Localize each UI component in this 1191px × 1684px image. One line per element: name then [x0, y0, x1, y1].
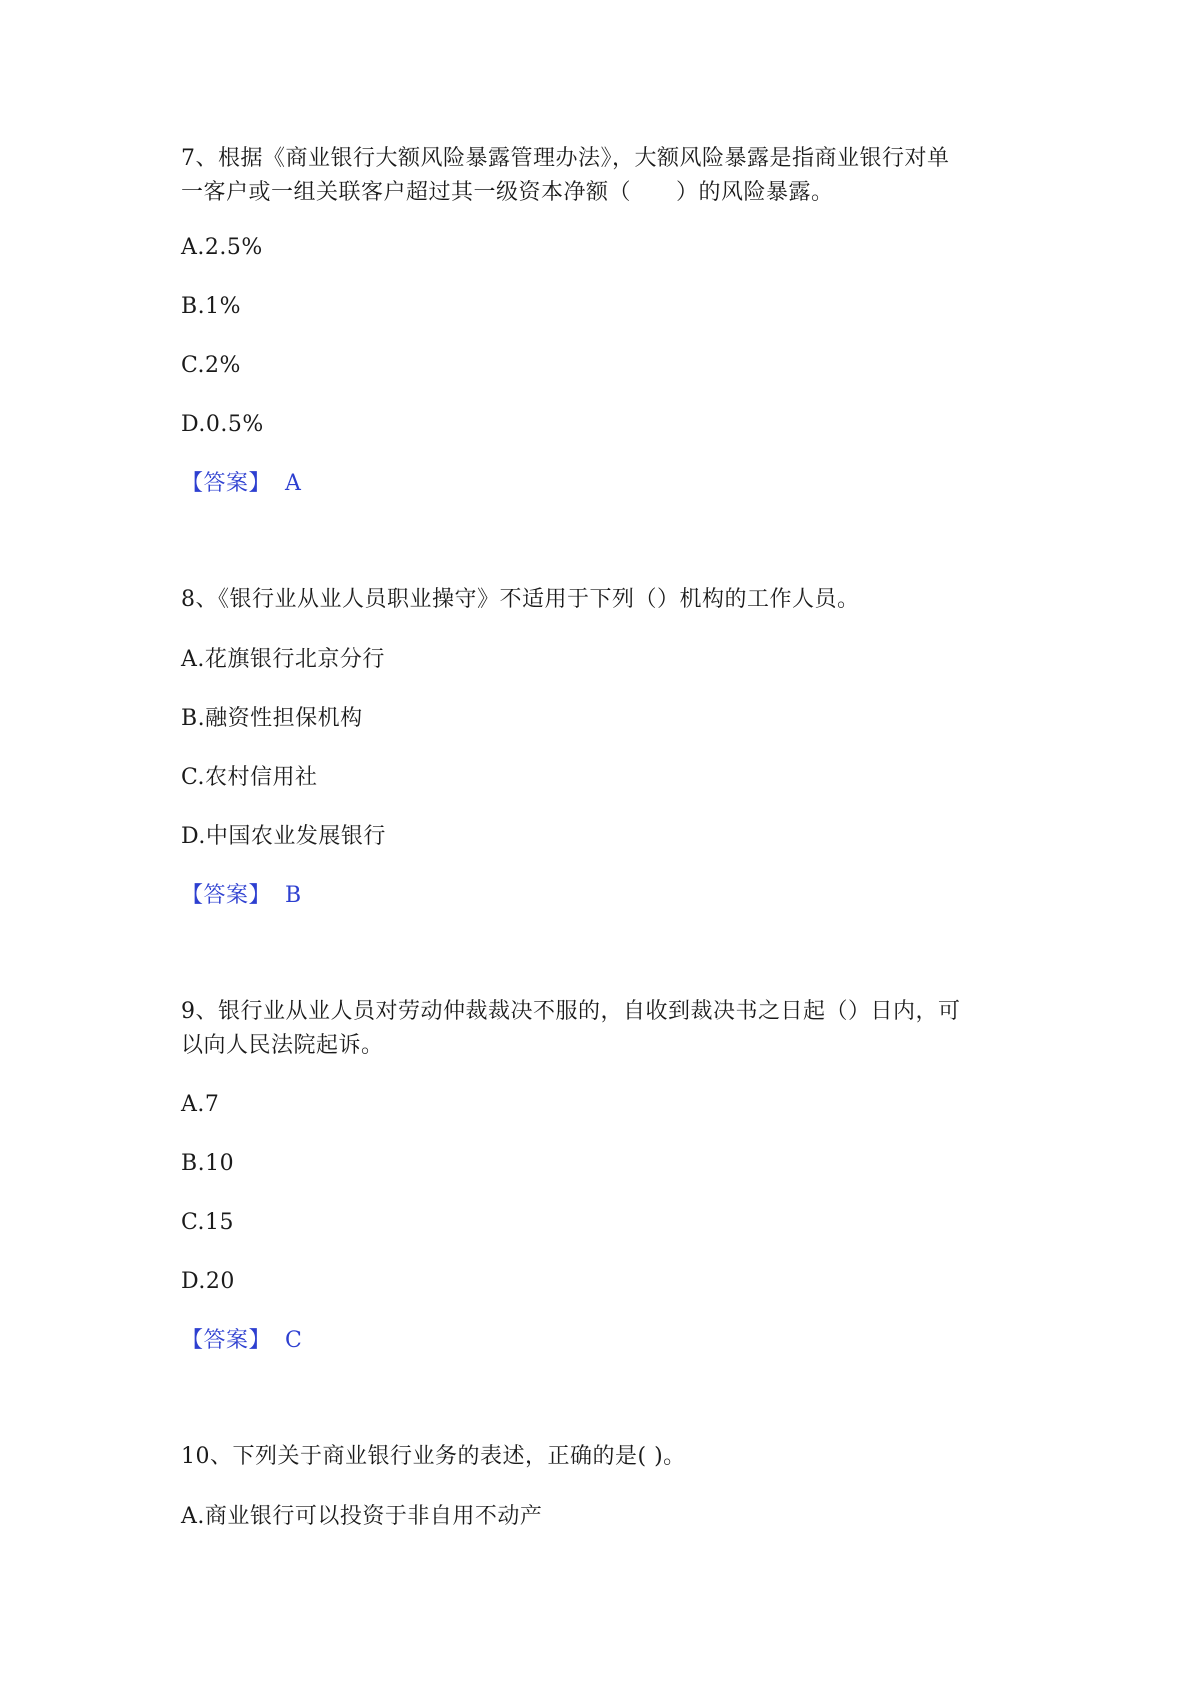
- question-7-stem-line-2: 一客户或一组关联客户超过其一级资本净额（ ）的风险暴露。: [181, 180, 834, 205]
- question-9-option-a: A.7: [181, 1092, 220, 1117]
- answer-label: 【答案】: [181, 471, 272, 496]
- question-9-stem-line-1: 9、银行业从业人员对劳动仲裁裁决不服的，自收到裁决书之日起（）日内，可: [181, 999, 961, 1024]
- question-7-option-b: B.1%: [181, 294, 242, 319]
- question-10-stem-line-1: 10、下列关于商业银行业务的表述，正确的是( )。: [181, 1444, 686, 1469]
- question-9-option-c: C.15: [181, 1210, 235, 1235]
- answer-value: B: [285, 883, 302, 908]
- question-8-stem-line-1: 8、《银行业从业人员职业操守》不适用于下列（）机构的工作人员。: [181, 587, 860, 612]
- question-10-option-a: A.商业银行可以投资于非自用不动产: [181, 1504, 543, 1529]
- answer-label: 【答案】: [181, 1328, 272, 1353]
- question-8-option-c: C.农村信用社: [181, 765, 318, 790]
- question-8-answer: [181, 881, 302, 911]
- question-9-option-b: B.10: [181, 1151, 235, 1176]
- question-7-stem-line-1: 7、根据《商业银行大额风险暴露管理办法》，大额风险暴露是指商业银行对单: [181, 146, 950, 171]
- question-7-answer: [181, 469, 301, 499]
- question-9-stem-line-2: 以向人民法院起诉。: [181, 1033, 384, 1058]
- answer-label: 【答案】: [181, 883, 272, 908]
- question-8-option-b: B.融资性担保机构: [181, 706, 363, 731]
- answer-value: A: [285, 471, 302, 496]
- answer-value: C: [285, 1328, 303, 1353]
- question-9-answer: [181, 1326, 302, 1356]
- question-8-option-a: A.花旗银行北京分行: [181, 647, 385, 672]
- question-7-option-c: C.2%: [181, 353, 241, 378]
- question-7-option-a: A.2.5%: [181, 235, 263, 260]
- question-7-option-d: D.0.5%: [181, 412, 264, 437]
- question-9-option-d: D.20: [181, 1269, 235, 1294]
- question-8-option-d: D.中国农业发展银行: [181, 824, 386, 849]
